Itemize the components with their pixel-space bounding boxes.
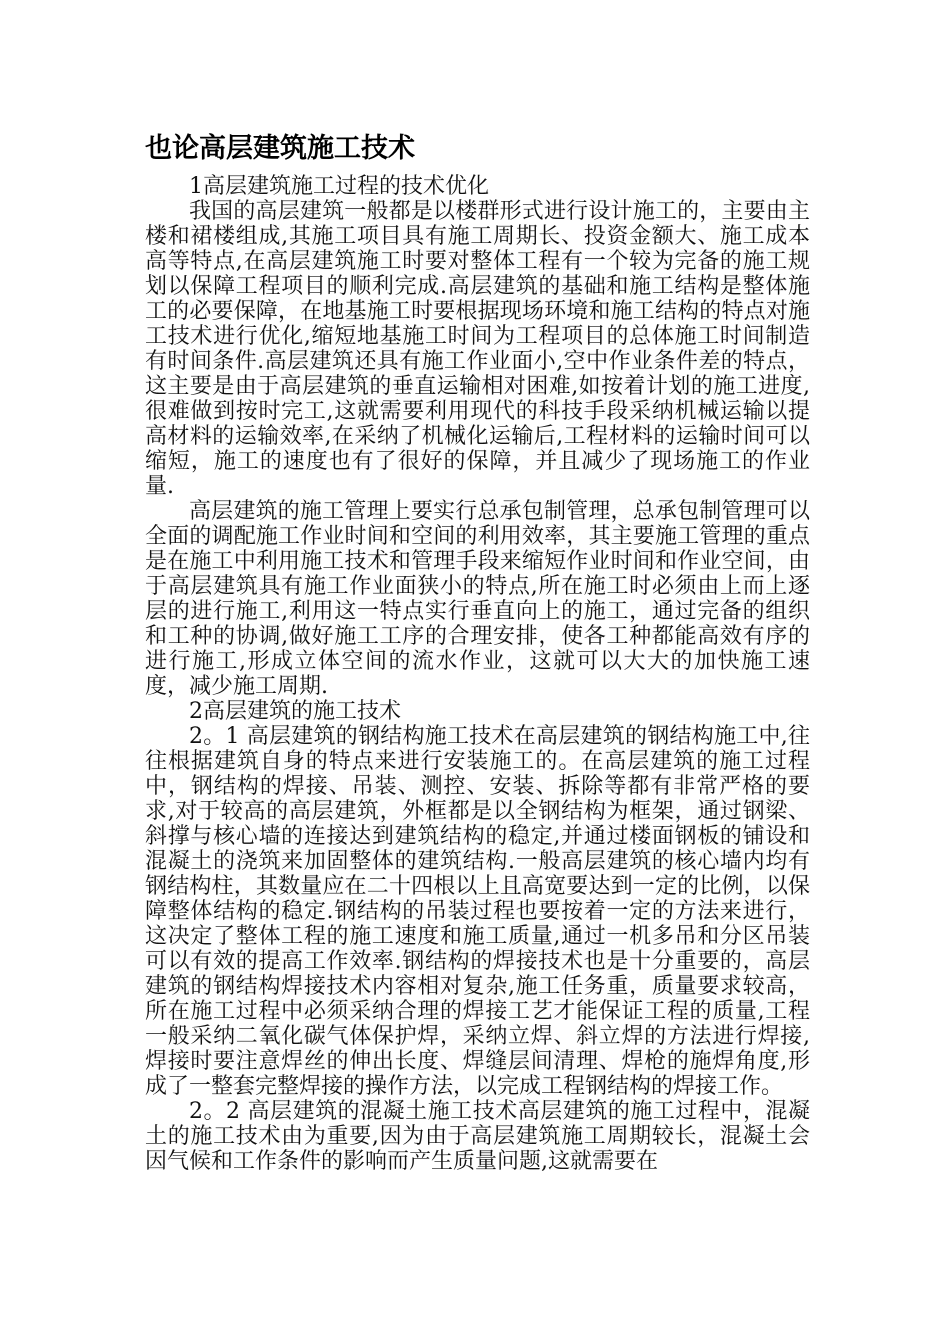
document-body: [145, 131, 810, 1174]
paragraph: 高层建筑的施工管理上要实行总承包制管理，总承包制管理可以全面的调配施工作业时间和空间的利用效率，其主要施工管理的重点是在施工中利用施工技术和管理手段来缩短作业时间和作业空间，由于高层建筑具有施工作业面狭小的特点,所在施工时必须由上而上逐层的进行施工,利用这一特点实行垂直向上的施工，通过完备的组织和工种的协调,做好施工工序的合理安排，使各工种都能高效有序的进行施工,形成立体空间的流水作业，这就可以大大的加快施工速度，减少施工周期.: [145, 499, 810, 699]
paragraph: 2。2 高层建筑的混凝土施工技术高层建筑的施工过程中，混凝土的施工技术由为重要,因为由于高层建筑施工周期较长，混凝土会因气候和工作条件的影响而产生质量问题,这就需要在: [145, 1099, 810, 1174]
document-title: 也论高层建筑施工技术: [145, 133, 415, 164]
paragraph: 2。1 高层建筑的钢结构施工技术在高层建筑的钢结构施工中,往往根据建筑自身的特点来进行安装施工的。在高层建筑的施工过程中，钢结构的焊接、吊装、测控、安装、拆除等都有非常严格的要求,对于较高的高层建筑，外框都是以全钢结构为框架，通过钢梁、斜撑与核心墙的连接达到建筑结构的稳定,并通过楼面钢板的铺设和混凝土的浇筑来加固整体的建筑结构.一般高层建筑的核心墙内均有钢结构柱，其数量应在二十四根以上且高宽要达到一定的比例，以保障整体结构的稳定.钢结构的吊装过程也要按着一定的方法来进行，这决定了整体工程的施工速度和施工质量,通过一机多吊和分区吊装可以有效的提高工作效率.钢结构的焊接技术也是十分重要的，高层建筑的钢结构焊接技术内容相对复杂,施工任务重，质量要求较高，所在施工过程中必须采纳合理的焊接工艺才能保证工程的质量,工程一般采纳二氧化碳气体保护焊，采纳立焊、斜立焊的方法进行焊接,焊接时要注意焊丝的伸出长度、焊缝层间清理、焊枪的施焊角度,形成了一整套完整焊接的操作方法，以完成工程钢结构的焊接工作。: [145, 724, 810, 1099]
section-heading: 2高层建筑的施工技术: [189, 699, 401, 724]
paragraph: 我国的高层建筑一般都是以楼群形式进行设计施工的，主要由主楼和裙楼组成,其施工项目具有施工周期长、投资金额大、施工成本高等特点,在高层建筑施工时要对整体工程有一个较为完备的施工规划以保障工程项目的顺利完成.高层建筑的基础和施工结构是整体施工的必要保障，在地基施工时要根据现场环境和施工结构的特点对施工技术进行优化,缩短地基施工时间为工程项目的总体施工时间制造有时间条件.高层建筑还具有施工作业面小,空中作业条件差的特点，这主要是由于高层建筑的垂直运输相对困难,如按着计划的施工进度,很难做到按时完工,这就需要利用现代的科技手段采纳机械运输以提高材料的运输效率,在采纳了机械化运输后,工程材料的运输时间可以缩短，施工的速度也有了很好的保障，并且减少了现场施工的作业量.: [145, 199, 810, 499]
section-heading: 1高层建筑施工过程的技术优化: [189, 174, 489, 199]
section-1: [145, 174, 810, 699]
section-2: [145, 699, 810, 1174]
